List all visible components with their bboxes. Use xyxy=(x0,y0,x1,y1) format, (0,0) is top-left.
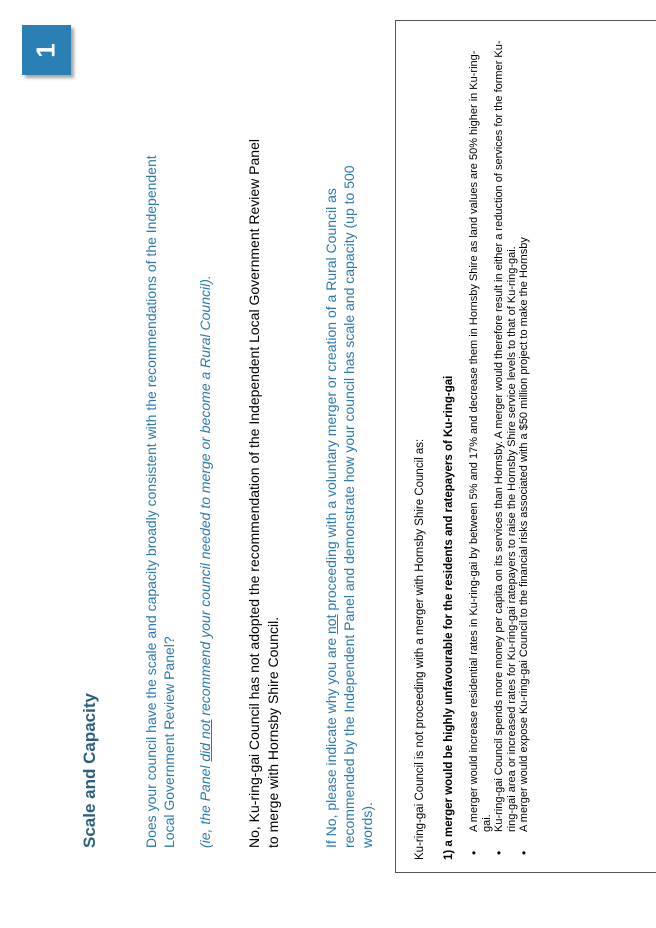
response-heading: 1) a merger would be highly unfavourable for the residents and ratepayers of Ku-ring-gai xyxy=(443,375,455,860)
question-merger-pre: If No, please indicate why you are xyxy=(323,633,339,848)
question-note-post: recommend your council needed to merge or become a Rural Council). xyxy=(197,275,213,720)
bullet-text: Ku-ring-gai Council spends more money per capita on its services than Hornsby. A merger would therefore result in either a reduction of services for the former Ku-ring-gai area or increased rates for Ku-ring-gai ratepayers to raise the Hornsby Shire service levels to that of Ku-ring-gai. xyxy=(493,40,518,832)
bullet-icon: • xyxy=(517,850,531,855)
page-number: 1 xyxy=(31,42,61,58)
question-merger-post: proceeding with a voluntary merger or creation of a Rural Council as recommended by the Independent Panel and demonstrate how your council has scale and capacity (up to 500 words). xyxy=(323,165,375,848)
bullet-icon: • xyxy=(492,850,506,855)
bullet-text: A merger would expose Ku-ring-gai Council to the financial risks associated with a $50 million project to make the Hornsby xyxy=(518,237,530,832)
question-note-underlined: did not xyxy=(197,719,213,762)
list-item xyxy=(468,40,493,860)
response-bullet-list xyxy=(468,40,531,860)
question-scale-capacity: Does your council have the scale and capacity broadly consistent with the recommendations of the Independent Local Government Review Panel? xyxy=(143,155,177,848)
response-intro: Ku-ring-gai Council is not proceeding with a merger with Hornsby Shire Council as: xyxy=(414,438,426,860)
question-note-pre: (ie, the Panel xyxy=(197,761,213,848)
question-merger-reason xyxy=(322,128,376,848)
council-answer: No, Ku-ring-gai Council has not adopted the recommendation of the Independent Local Government Review Panel to merge with Hornsby Shire Council. xyxy=(246,139,281,848)
bullet-icon: • xyxy=(467,850,481,855)
question-note xyxy=(196,128,214,848)
bullet-text: A merger would increase residential rates in Ku-ring-gai by between 5% and 17% and decrease them in Hornsby Shire as land values are 50% higher in Ku-ring-gai. xyxy=(468,50,493,832)
question-merger-underlined: not xyxy=(323,614,339,634)
list-item xyxy=(518,40,531,860)
list-item xyxy=(493,40,518,860)
section-title: Scale and Capacity xyxy=(80,693,99,848)
response-box xyxy=(395,20,656,873)
